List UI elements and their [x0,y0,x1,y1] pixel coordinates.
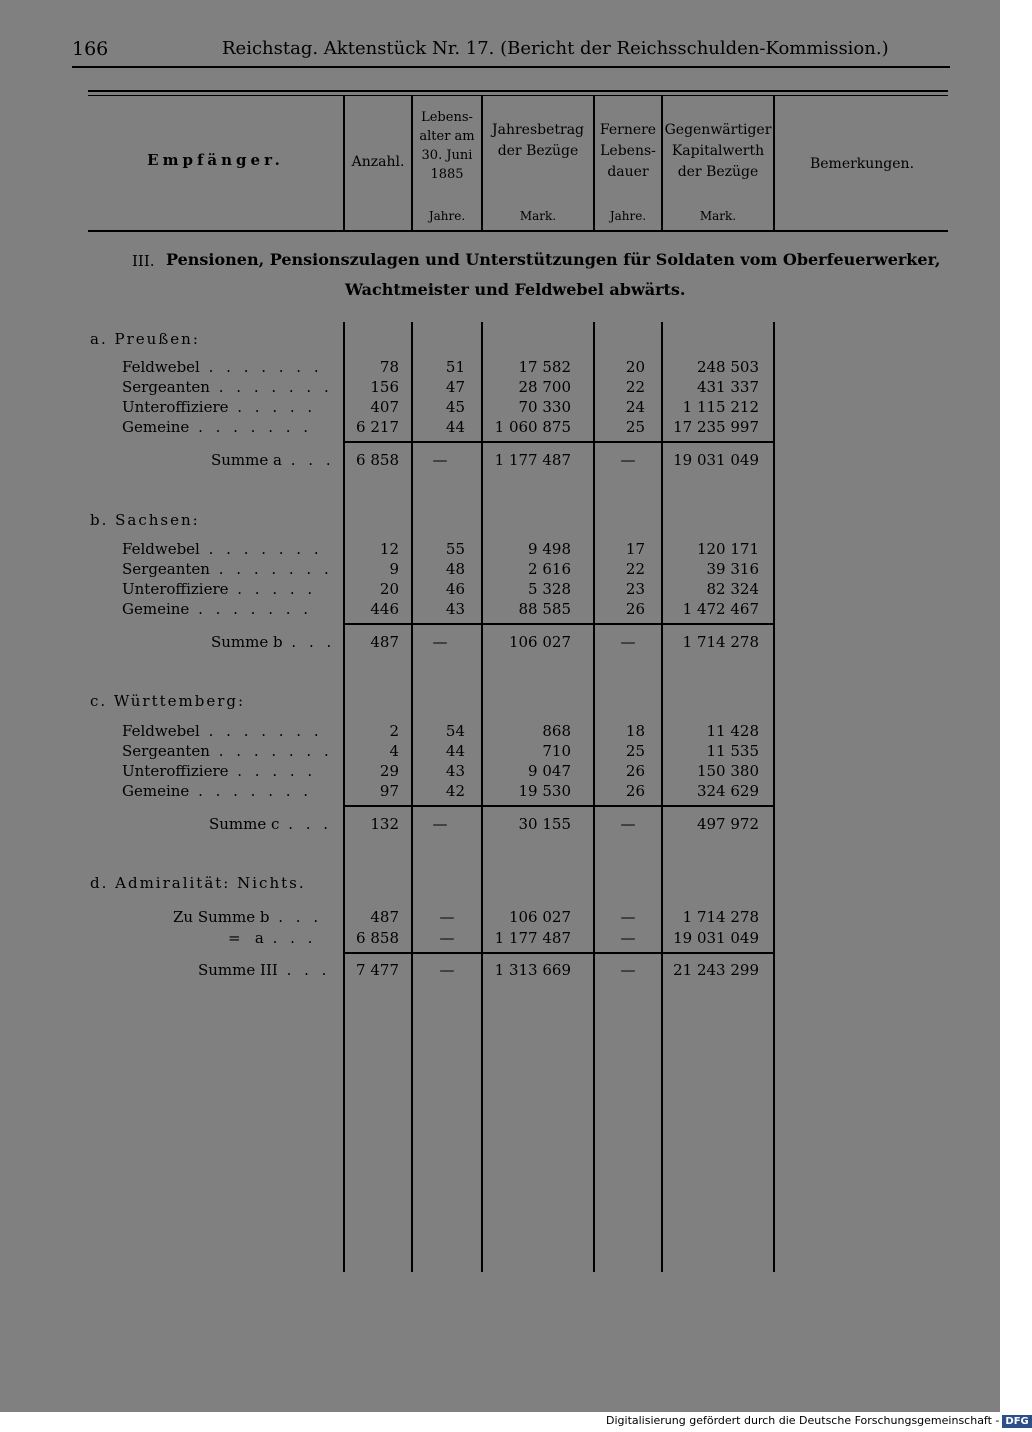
row-label: Unteroffiziere . . . . . [122,762,317,780]
cell-anzahl: 4 [389,742,399,760]
sum-kapital: 497 972 [696,815,759,833]
cell-anzahl: 487 [370,908,399,926]
group-title-preussen: a. Preußen: [90,330,200,348]
cell-dauer: 20 [625,358,645,376]
sum-alter: — [432,451,448,469]
running-title: Reichstag. Aktenstück Nr. 17. (Bericht der Reichsschulden-Kommission.) [222,38,889,59]
cell-betrag: 9 047 [528,762,571,780]
header-kapitalwerth: Gegenwärtiger Kapitalwerth der Bezüge [664,122,772,180]
sum-kapital: 1 714 278 [682,633,759,651]
cell-alter: — [439,908,455,926]
cell-kapital: 1 714 278 [682,908,759,926]
funding-credit-text: Digitalisierung gefördert durch die Deutsche Forschungsgemeinschaft - [606,1414,1000,1427]
cell-dauer: — [620,929,636,947]
header-lebensdauer: Fernere Lebens- dauer [599,122,657,180]
sum-label: Summe b . . . [211,633,336,651]
header-col-line-6 [773,96,775,230]
header-lebensalter: Lebens- alter am 30. Juni 1885 [419,110,475,182]
summe-iii-label: Summe III . . . [198,961,331,979]
sum-dauer: — [620,961,636,979]
group-title-sachsen: b. Sachsen: [90,511,200,529]
header-bemerkungen: Bemerkungen. [809,156,915,172]
sum-betrag: 30 155 [518,815,571,833]
unit-jahre-dauer: Jahre. [609,209,647,223]
cell-anzahl: 6 217 [356,418,399,436]
cell-kapital: 17 235 997 [673,418,759,436]
sum-dauer: — [620,633,636,651]
cell-alter: 54 [445,722,465,740]
header-rule [72,66,950,68]
body-col-line-6 [773,322,775,1272]
cell-anzahl: 78 [379,358,399,376]
cell-dauer: 26 [625,600,645,618]
group-title-wuerttemberg: c. Württemberg: [90,692,246,710]
cell-kapital: 324 629 [696,782,759,800]
cell-betrag: 106 027 [508,908,571,926]
sum-dauer: — [620,451,636,469]
cell-dauer: 25 [625,418,645,436]
unit-mark-kapital: Mark. [699,209,737,223]
sum-alter: — [432,815,448,833]
table-top-rule [88,90,948,92]
cell-dauer: 18 [625,722,645,740]
cell-anzahl: 2 [389,722,399,740]
header-anzahl: Anzahl. [351,154,405,170]
cell-anzahl: 446 [370,600,399,618]
sum-label: Summe c . . . [209,815,333,833]
sum-rule [345,952,773,954]
cell-betrag: 1 060 875 [494,418,571,436]
dfg-logo: DFG [1002,1415,1031,1428]
sum-betrag: 106 027 [508,633,571,651]
zu-summe-label: Zu Summe b . . . [173,908,323,926]
zu-summe-label: = a . . . [228,929,317,947]
cell-anzahl: 156 [370,378,399,396]
cell-alter: 46 [445,580,465,598]
sum-anzahl: 487 [370,633,399,651]
cell-kapital: 248 503 [696,358,759,376]
cell-anzahl: 29 [379,762,399,780]
cell-alter: 42 [445,782,465,800]
section-title-line-2: Wachtmeister und Feldwebel abwärts. [345,280,686,299]
row-label: Gemeine . . . . . . . [122,782,313,800]
sum-betrag: 1 177 487 [494,451,571,469]
cell-betrag: 1 177 487 [494,929,571,947]
sum-alter: — [432,633,448,651]
cell-alter: 43 [445,762,465,780]
cell-alter: 55 [445,540,465,558]
cell-betrag: 868 [542,722,571,740]
cell-betrag: 28 700 [518,378,571,396]
row-label: Sergeanten . . . . . . . [122,742,333,760]
row-label: Unteroffiziere . . . . . [122,580,317,598]
group-title-admiralitaet: d. Admiralität: Nichts. [90,874,306,892]
header-empfaenger: Empfänger. [147,151,284,169]
cell-dauer: 17 [625,540,645,558]
table-top-rule-2 [88,95,948,96]
cell-anzahl: 97 [379,782,399,800]
sum-kapital: 21 243 299 [673,961,759,979]
cell-anzahl: 407 [370,398,399,416]
section-number: III. [132,252,155,270]
cell-dauer: 22 [625,378,645,396]
row-label: Feldwebel . . . . . . . [122,540,323,558]
row-label: Sergeanten . . . . . . . [122,560,333,578]
cell-betrag: 70 330 [518,398,571,416]
cell-anzahl: 20 [379,580,399,598]
cell-kapital: 39 316 [706,560,759,578]
cell-dauer: 22 [625,560,645,578]
cell-kapital: 1 472 467 [682,600,759,618]
cell-betrag: 710 [542,742,571,760]
row-label: Gemeine . . . . . . . [122,600,313,618]
cell-betrag: 9 498 [528,540,571,558]
header-jahresbetrag: Jahresbetrag der Bezüge [491,122,584,159]
cell-betrag: 17 582 [518,358,571,376]
cell-betrag: 5 328 [528,580,571,598]
cell-alter: 51 [445,358,465,376]
sum-rule [345,623,773,625]
unit-mark-betrag: Mark. [519,209,557,223]
sum-label: Summe a . . . [211,451,335,469]
cell-alter: 48 [445,560,465,578]
cell-kapital: 120 171 [696,540,759,558]
cell-alter: 43 [445,600,465,618]
cell-alter: 44 [445,418,465,436]
cell-anzahl: 12 [379,540,399,558]
cell-kapital: 19 031 049 [673,929,759,947]
row-label: Gemeine . . . . . . . [122,418,313,436]
cell-kapital: 82 324 [706,580,759,598]
section-title-line-1: Pensionen, Pensionszulagen und Unterstützungen für Soldaten vom Oberfeuerwerker, [166,250,941,269]
cell-betrag: 19 530 [518,782,571,800]
cell-dauer: 24 [625,398,645,416]
cell-dauer: 26 [625,782,645,800]
sum-anzahl: 6 858 [356,451,399,469]
sum-anzahl: 7 477 [356,961,399,979]
cell-kapital: 11 535 [706,742,759,760]
cell-kapital: 431 337 [696,378,759,396]
sum-betrag: 1 313 669 [494,961,571,979]
cell-kapital: 1 115 212 [682,398,759,416]
cell-dauer: 23 [625,580,645,598]
cell-dauer: 25 [625,742,645,760]
sum-alter: — [439,961,455,979]
sum-rule [345,441,773,443]
cell-dauer: — [620,908,636,926]
row-label: Sergeanten . . . . . . . [122,378,333,396]
page-number: 166 [72,38,109,60]
cell-betrag: 2 616 [528,560,571,578]
unit-jahre-alter: Jahre. [428,209,466,223]
cell-dauer: 26 [625,762,645,780]
table-header-bottom-rule [88,230,948,232]
sum-anzahl: 132 [370,815,399,833]
cell-anzahl: 6 858 [356,929,399,947]
cell-kapital: 150 380 [696,762,759,780]
row-label: Feldwebel . . . . . . . [122,358,323,376]
row-label: Unteroffiziere . . . . . [122,398,317,416]
sum-dauer: — [620,815,636,833]
cell-alter: 45 [445,398,465,416]
cell-anzahl: 9 [389,560,399,578]
cell-alter: — [439,929,455,947]
cell-alter: 44 [445,742,465,760]
row-label: Feldwebel . . . . . . . [122,722,323,740]
funding-credit [606,1414,1032,1428]
sum-kapital: 19 031 049 [673,451,759,469]
cell-alter: 47 [445,378,465,396]
cell-betrag: 88 585 [518,600,571,618]
sum-rule [345,805,773,807]
cell-kapital: 11 428 [706,722,759,740]
